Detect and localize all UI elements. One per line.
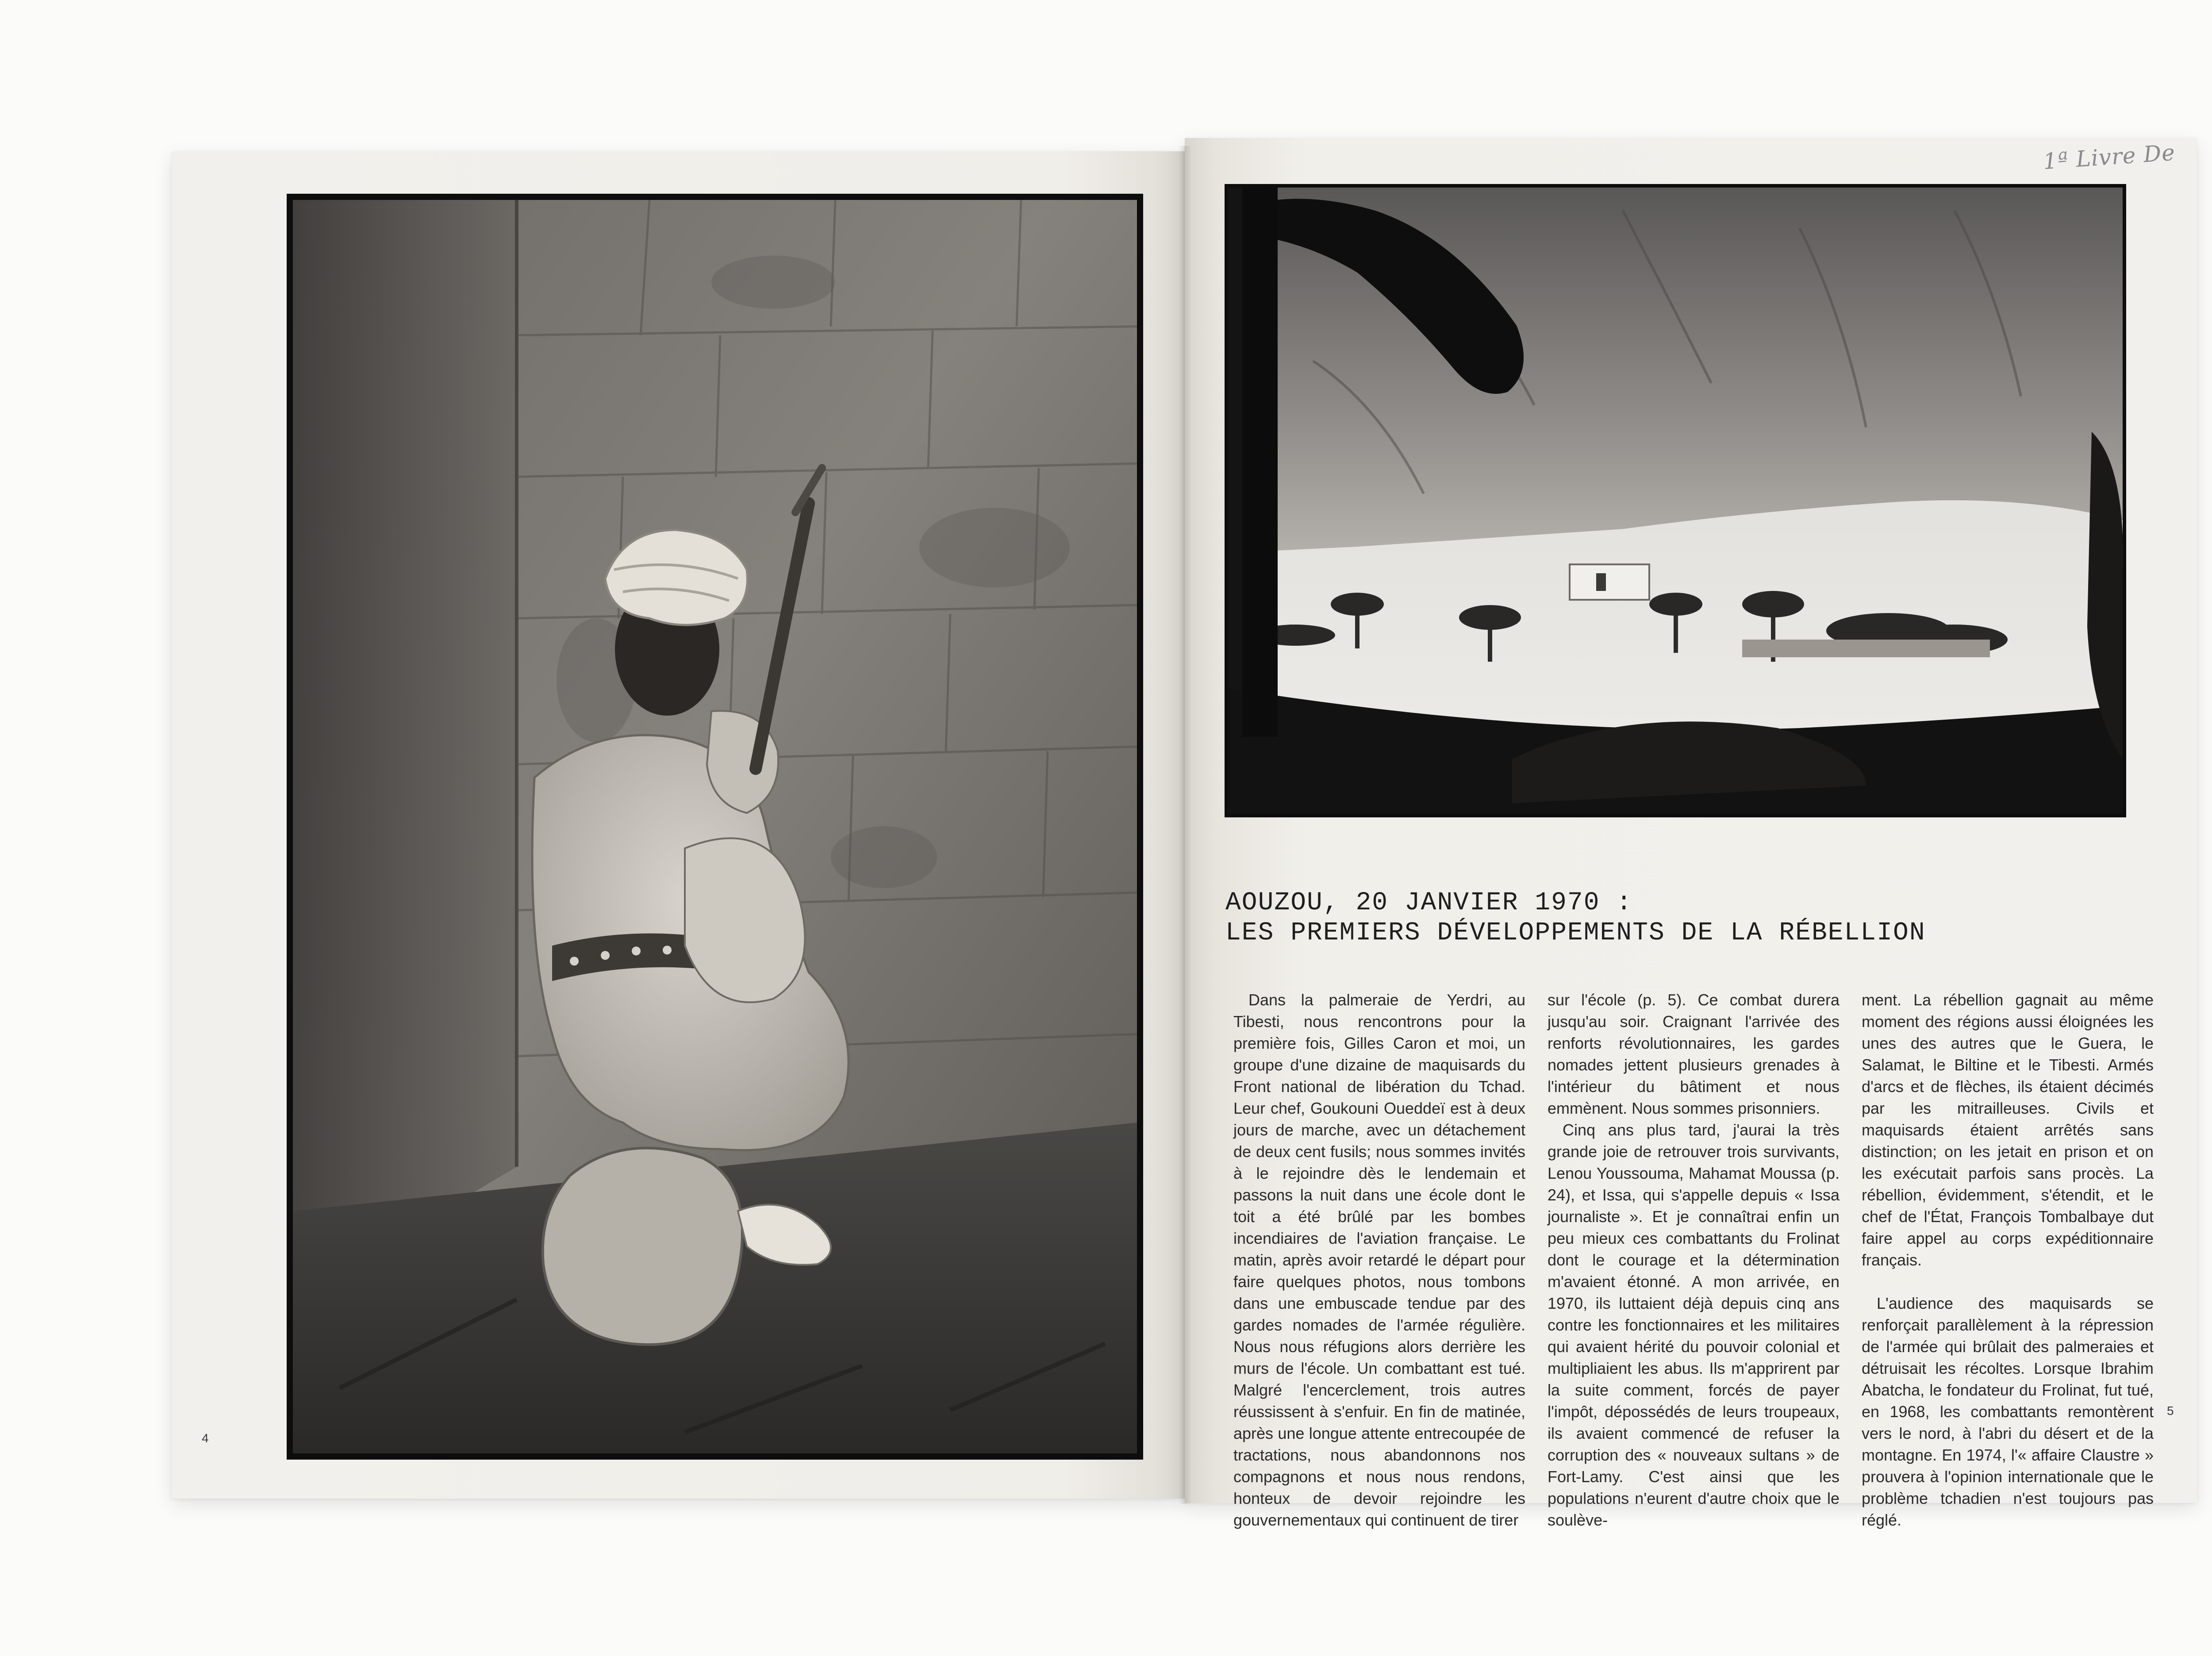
article-column-2 — [1548, 989, 1839, 1531]
article-column-3 — [1862, 989, 2154, 1531]
headline-line-2: LES PREMIERS DÉVELOPPEMENTS DE LA RÉBELLION — [1225, 919, 1926, 947]
page-number-left: 4 — [202, 1431, 209, 1445]
column-3-paragraph-2: L'audience des maquisards se renforçait parallèlement à la répression de l'armée qui brûlait des palmeraies et détruisait les récoltes. Lorsque Ibrahim Abatcha, le fondateur du Frolinat, fut tué, en 1968, les combattants remontèrent vers le nord, à l'abri du désert et de la montagne. En 1974, l'« affaire Claustre » prouvera à l'opinion internationale que le problème tchadien n'est toujours pas réglé. — [1862, 1294, 2154, 1529]
photograph-desert-oasis-icon — [1225, 184, 2126, 817]
headline-line-1: AOUZOU, 20 JANVIER 1970 : — [1225, 889, 1633, 917]
page-number-right: 5 — [2167, 1404, 2174, 1418]
photo-desert-oasis — [1225, 184, 2126, 817]
article-headline — [1225, 888, 2154, 948]
column-2-paragraph-2: Cinq ans plus tard, j'aurai la très grande joie de retrouver trois survivants, Lenou Youssouma, Mahamat Moussa (p. 24), et Issa, qui s'appelle depuis « Issa journaliste ». Et je connaîtrai enfin un peu mieux ces combattants du Frolinat dont le courage et la détermination m'avaient étonné. A mon arrivée, en 1970, ils luttaient déjà depuis cinq ans contre les fonctionnaires et les militaires qui avaient hérité du pouvoir colonial et multipliaient les abus. Ils m'apprirent par la suite comment, forcés de payer l'impôt, dépossédés de leurs troupeaux, ils avaient commencé de refuser la corruption des « nouveaux sultans » de Fort-Lamy. C'est ainsi que les populations n'eurent d'autre choix que le soulève- — [1548, 1121, 1839, 1529]
pencil-annotation: 1ª Livre De — [2042, 139, 2176, 175]
photo-turbaned-man — [287, 194, 1143, 1460]
article-column-1 — [1233, 989, 1525, 1531]
column-3-paragraph-1: ment. La rébellion gagnait au même moment des régions aussi éloignées les unes des autres que le Guera, le Salamat, le Biltine et le Tibesti. Armés d'arcs et de flèches, ils étaient décimés par les mitrailleuses. Civils et maquisards étaient arrêtés sans distinction; on les jetait en prison et on les exécutait parfois sans procès. La rébellion, évidemment, s'étendit, et le chef de l'État, François Tombalbaye dut faire appel au corps expéditionnaire français. — [1862, 991, 2154, 1269]
column-1-paragraph-1: Dans la palmeraie de Yerdri, au Tibesti, nous rencontrons pour la première fois, Gilles Caron et moi, un groupe d'une dizaine de maquisards du Front national de libération du Tchad. Leur chef, Goukouni Oueddeï est à deux jours de marche, avec un détachement de deux cent fusils; nous sommes invités à le rejoindre dès le lendemain et passons la nuit dans une école dont le toit a été brûlé par les bombes incendiaires de l'aviation française. Le matin, après avoir retardé le départ pour faire quelques photos, nous tombons dans une embuscade tendue par des gardes nomades de l'armée régulière. Nous nous réfugions alors derrière les murs de l'école. Un combattant est tué. Malgré l'encerclement, trois autres réussissent à s'enfuir. En fin de matinée, après une longue attente entrecoupée de tractations, nous abandonnons nos compagnons et nous nous rendons, honteux de devoir rejoindre les gouvernementaux qui continuent de tirer — [1233, 991, 1525, 1529]
column-2-paragraph-1: sur l'école (p. 5). Ce combat durera jusqu'au soir. Craignant l'arrivée des renforts révolutionnaires, les gardes nomades jettent plusieurs grenades à l'intérieur du bâtiment et nous emmènent. Nous sommes prisonniers. — [1548, 991, 1839, 1117]
spine-gutter — [1179, 146, 1192, 1504]
photograph-turbaned-man-icon — [287, 194, 1143, 1460]
